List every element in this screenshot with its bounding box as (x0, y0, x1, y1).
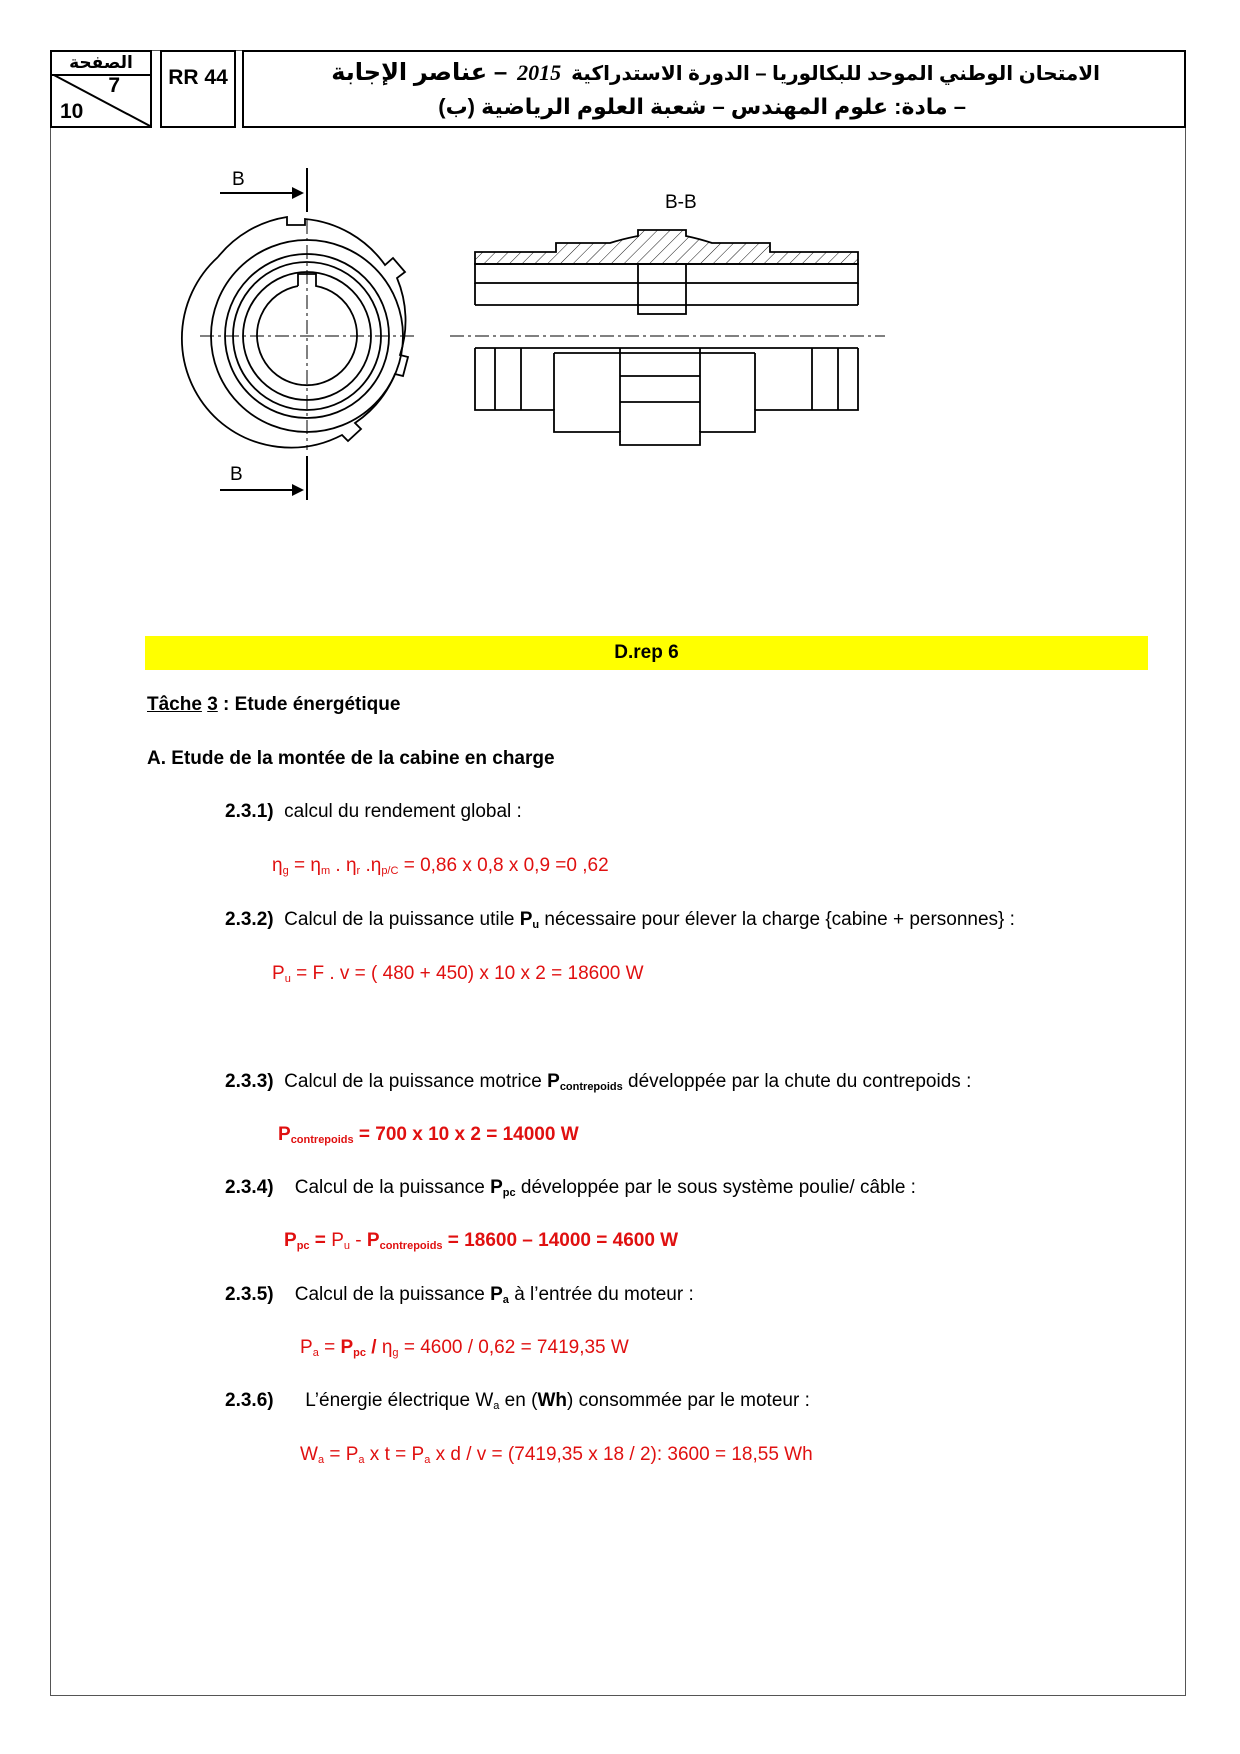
question-2-3-5 (225, 1284, 694, 1306)
question-text: L’énergie électrique W (305, 1390, 494, 1411)
answer-2-3-4 (284, 1230, 678, 1252)
answer-part: x d / v = (7419,35 x 18 / 2): 3600 = 18,55 Wh (430, 1444, 813, 1465)
subscript: r (356, 865, 361, 877)
subscript: pc (502, 1187, 516, 1199)
answer-2-3-3 (278, 1124, 579, 1146)
symbol: P (272, 963, 285, 984)
symbol: W (300, 1444, 318, 1465)
question-text: Calcul de la puissance (294, 1284, 491, 1305)
question-2-3-2 (225, 909, 1015, 931)
exam-code: RR 44 (168, 66, 228, 89)
subscript: u (284, 973, 291, 985)
answer-part: = 4600 / 0,62 = 7419,35 W (398, 1337, 629, 1358)
answer-part: = 18600 – 14000 = 4600 W (442, 1230, 679, 1251)
question-number: 2.3.1) (225, 801, 274, 822)
answer-part: = 0,86 x 0,8 x 0,9 =0 ,62 (398, 855, 609, 876)
section-arrowheads (292, 187, 304, 496)
symbol: P (331, 1230, 344, 1251)
answer-2-3-2 (272, 963, 644, 985)
answer-part: . η (330, 855, 357, 876)
answer-part: = 700 x 10 x 2 = 14000 W (353, 1124, 579, 1145)
answer-part: - (350, 1230, 367, 1251)
subscript: pc (296, 1240, 310, 1252)
answer-part: = η (288, 855, 321, 876)
question-text: Calcul de la puissance utile (284, 909, 520, 930)
page-total: 10 (60, 100, 84, 123)
question-text: nécessaire pour élever la charge {cabine + personnes} : (539, 909, 1015, 930)
page-label: الصفحة (52, 52, 150, 76)
answer-part: = F . v = ( 480 + 450) x 10 x 2 = 18600 W (290, 963, 644, 984)
symbol: P (278, 1124, 291, 1145)
label-b-bottom: B (230, 464, 243, 485)
label-b-top: B (232, 169, 245, 190)
subscript: contrepoids (379, 1240, 443, 1252)
answer-part: = (318, 1337, 341, 1358)
exam-title-a: الامتحان الوطني الموحد للبكالوريا – الدورة الاستدراكية (571, 63, 1100, 85)
symbol: P (300, 1337, 313, 1358)
exam-title-line (331, 58, 1100, 87)
front-view (182, 217, 408, 448)
subscript: a (312, 1347, 319, 1359)
subscript: a (424, 1454, 431, 1466)
question-text: à l’entrée du moteur : (508, 1284, 694, 1305)
task-heading (147, 694, 400, 716)
task-title: : Etude énergétique (217, 694, 401, 715)
task-word: Tâche (147, 694, 202, 715)
symbol: P (340, 1337, 354, 1358)
question-number: 2.3.3) (225, 1071, 274, 1092)
symbol: P (490, 1284, 503, 1305)
symbol: P (519, 909, 533, 930)
subscript: g (282, 865, 289, 877)
subscript: g (392, 1347, 399, 1359)
question-2-3-1 (225, 801, 522, 823)
question-text: calcul du rendement global : (284, 801, 522, 822)
question-number: 2.3.4) (225, 1177, 274, 1198)
subscript: u (343, 1240, 350, 1252)
answer-2-3-1 (272, 855, 609, 877)
section-a-heading: A. Etude de la montée de la cabine en charge (147, 748, 555, 769)
question-text: Calcul de la puissance (294, 1177, 491, 1198)
question-text: développée par la chute du contrepoids : (622, 1071, 972, 1092)
page-number: 7 (108, 74, 120, 97)
question-2-3-6 (225, 1390, 810, 1412)
exam-code-box (160, 50, 236, 128)
section-label: B-B (665, 192, 697, 213)
answer-part: = P (324, 1444, 359, 1465)
subscript: a (317, 1454, 325, 1466)
answer-part: / (366, 1337, 382, 1358)
question-text: ) consommée par le moteur : (566, 1390, 810, 1411)
eta-symbol: η (381, 1337, 393, 1358)
exam-year: 2015 (517, 60, 562, 85)
question-number: 2.3.6) (225, 1390, 274, 1411)
exam-title-box (242, 50, 1186, 128)
question-2-3-3 (225, 1071, 971, 1093)
symbol: P (366, 1230, 380, 1251)
question-2-3-4 (225, 1177, 916, 1199)
question-text: Calcul de la puissance motrice (284, 1071, 548, 1092)
question-number: 2.3.5) (225, 1284, 274, 1305)
subject-line: – مادة: علوم المهندس – شعبة العلوم الرياضية (ب) (438, 94, 966, 119)
question-text: développée par le sous système poulie/ câble : (515, 1177, 916, 1198)
question-text: en ( (499, 1390, 538, 1411)
eta-symbol: η (272, 855, 283, 876)
answer-part: .η (360, 855, 382, 876)
subscript: a (493, 1400, 500, 1412)
subscript: m (320, 865, 331, 877)
technical-drawing (50, 150, 950, 510)
subscript: contrepoids (290, 1134, 354, 1146)
answer-2-3-6 (300, 1444, 813, 1466)
subscript: pc (353, 1347, 366, 1359)
subscript: u (532, 919, 540, 931)
question-number: 2.3.2) (225, 909, 274, 930)
answer-part: x t = P (364, 1444, 425, 1465)
subscript: a (502, 1294, 509, 1306)
unit: Wh (537, 1390, 567, 1411)
symbol: P (547, 1071, 560, 1092)
page-number-box (50, 50, 152, 128)
front-view-axes (200, 220, 414, 450)
exam-title-b: – عناصر الإجابة (331, 59, 508, 86)
answer-2-3-5 (300, 1337, 629, 1359)
subscript: p/C (381, 865, 399, 877)
subscript: a (358, 1454, 365, 1466)
subscript: contrepoids (559, 1081, 623, 1093)
section-view (450, 230, 885, 445)
document-title-bar: D.rep 6 (145, 636, 1148, 670)
symbol: P (490, 1177, 503, 1198)
answer-part: = (309, 1230, 332, 1251)
task-number: 3 (207, 694, 218, 715)
symbol: P (284, 1230, 297, 1251)
